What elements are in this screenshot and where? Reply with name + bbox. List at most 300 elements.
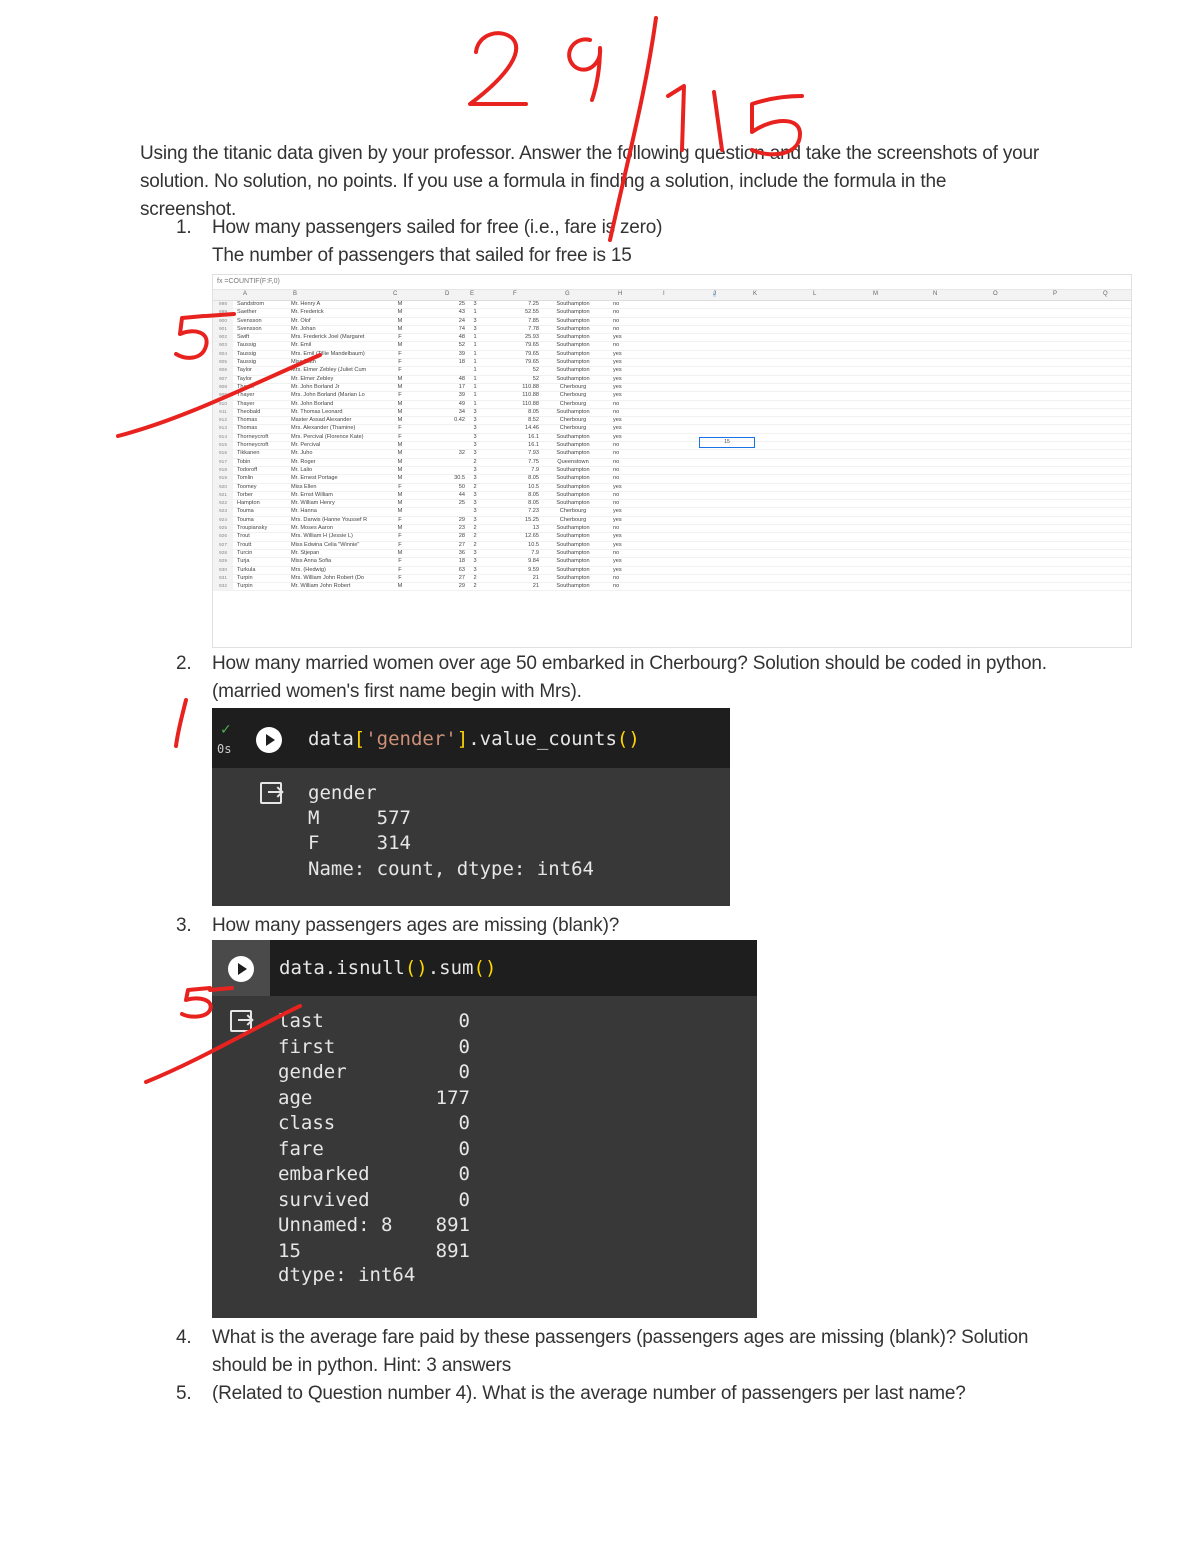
table-cell[interactable]: no bbox=[613, 466, 620, 473]
table-cell[interactable]: 3 bbox=[473, 317, 477, 324]
column-header[interactable]: G bbox=[565, 291, 570, 297]
column-header[interactable]: L bbox=[813, 291, 817, 297]
table-cell[interactable]: 7.93 bbox=[528, 450, 539, 457]
row-number[interactable]: 913 bbox=[213, 425, 233, 432]
table-cell[interactable]: M bbox=[397, 450, 403, 457]
table-cell[interactable]: no bbox=[613, 500, 620, 507]
column-header[interactable]: O bbox=[993, 291, 998, 297]
table-cell[interactable]: 2 bbox=[473, 525, 477, 532]
table-cell[interactable]: Hampton bbox=[237, 500, 260, 507]
table-cell[interactable]: 52 bbox=[458, 342, 465, 349]
table-cell[interactable]: Troupiansky bbox=[237, 525, 268, 532]
table-cell[interactable]: M bbox=[397, 491, 403, 498]
table-cell[interactable]: F bbox=[398, 516, 402, 523]
table-cell[interactable]: Miss Ellen bbox=[291, 483, 317, 490]
table-cell[interactable]: F bbox=[398, 359, 402, 366]
table-cell[interactable]: Southampton bbox=[556, 325, 590, 332]
table-cell[interactable]: yes bbox=[613, 392, 622, 399]
table-cell[interactable]: Mr. Roger bbox=[291, 458, 316, 465]
row-number[interactable]: 914 bbox=[213, 434, 233, 441]
table-cell[interactable]: 25 bbox=[458, 500, 465, 507]
table-cell[interactable]: M bbox=[397, 309, 403, 316]
row-number[interactable]: 900 bbox=[213, 318, 233, 325]
table-cell[interactable]: 43 bbox=[458, 309, 465, 316]
row-number[interactable]: 928 bbox=[213, 550, 233, 557]
table-cell[interactable]: F bbox=[398, 566, 402, 573]
table-cell[interactable]: 10.5 bbox=[528, 483, 539, 490]
row-number[interactable]: 931 bbox=[213, 575, 233, 582]
table-cell[interactable]: Queenstown bbox=[557, 458, 589, 465]
table-cell[interactable]: no bbox=[613, 408, 620, 415]
table-cell[interactable]: Mr. Juho bbox=[291, 450, 313, 457]
table-cell[interactable]: M bbox=[397, 317, 403, 324]
table-cell[interactable]: 3 bbox=[473, 442, 477, 449]
table-cell[interactable]: 27 bbox=[458, 541, 465, 548]
table-cell[interactable]: no bbox=[613, 583, 620, 590]
table-cell[interactable]: Miss Ruth bbox=[291, 359, 316, 366]
table-cell[interactable]: Taussig bbox=[237, 342, 256, 349]
table-cell[interactable]: 3 bbox=[473, 508, 477, 515]
table-cell[interactable]: 27 bbox=[458, 574, 465, 581]
column-header[interactable]: N bbox=[933, 291, 938, 297]
table-cell[interactable]: 3 bbox=[473, 325, 477, 332]
table-cell[interactable]: Cherbourg bbox=[559, 425, 587, 432]
table-cell[interactable]: 7.78 bbox=[528, 325, 539, 332]
table-cell[interactable]: F bbox=[398, 367, 402, 374]
table-cell[interactable]: Southampton bbox=[556, 500, 590, 507]
table-cell[interactable]: Southampton bbox=[556, 558, 590, 565]
table-cell[interactable]: Tikkanen bbox=[237, 450, 260, 457]
table-cell[interactable]: Mr. John Borland Jr bbox=[291, 383, 340, 390]
table-cell[interactable]: 0.42 bbox=[454, 417, 465, 424]
output-icon[interactable] bbox=[230, 1010, 252, 1032]
table-cell[interactable]: 18 bbox=[458, 558, 465, 565]
table-cell[interactable]: M bbox=[397, 475, 403, 482]
table-cell[interactable]: no bbox=[613, 309, 620, 316]
column-header[interactable]: C bbox=[393, 291, 398, 297]
row-number[interactable]: 926 bbox=[213, 533, 233, 540]
table-cell[interactable]: Taylor bbox=[237, 375, 252, 382]
table-cell[interactable]: Southampton bbox=[556, 442, 590, 449]
table-cell[interactable]: Tobin bbox=[237, 458, 251, 465]
table-cell[interactable]: 3 bbox=[473, 566, 477, 573]
table-cell[interactable]: 50 bbox=[458, 483, 465, 490]
table-cell[interactable]: 110.88 bbox=[522, 400, 539, 407]
table-cell[interactable]: yes bbox=[613, 508, 622, 515]
row-number[interactable]: 920 bbox=[213, 484, 233, 491]
table-cell[interactable]: 49 bbox=[458, 400, 465, 407]
table-cell[interactable]: Mrs. Frederick Joel (Margaret bbox=[291, 334, 365, 341]
table-cell[interactable]: F bbox=[398, 483, 402, 490]
table-cell[interactable]: 63 bbox=[458, 566, 465, 573]
table-cell[interactable]: 3 bbox=[473, 408, 477, 415]
table-cell[interactable]: yes bbox=[613, 558, 622, 565]
row-number[interactable]: 925 bbox=[213, 525, 233, 532]
table-cell[interactable]: Mrs. William John Robert (Do bbox=[291, 574, 365, 581]
table-cell[interactable]: 12.65 bbox=[525, 533, 539, 540]
table-cell[interactable]: yes bbox=[613, 541, 622, 548]
table-cell[interactable]: 52 bbox=[532, 375, 539, 382]
table-cell[interactable]: 1 bbox=[473, 367, 477, 374]
table-cell[interactable]: Southampton bbox=[556, 533, 590, 540]
table-cell[interactable]: 2 bbox=[473, 541, 477, 548]
table-cell[interactable]: no bbox=[613, 325, 620, 332]
run-cell-icon[interactable] bbox=[256, 727, 282, 753]
table-cell[interactable]: F bbox=[398, 533, 402, 540]
table-cell[interactable]: 48 bbox=[458, 334, 465, 341]
table-cell[interactable]: yes bbox=[613, 533, 622, 540]
table-cell[interactable]: Cherbourg bbox=[559, 516, 587, 523]
table-cell[interactable]: 32 bbox=[458, 450, 465, 457]
table-cell[interactable]: F bbox=[398, 541, 402, 548]
table-cell[interactable]: no bbox=[613, 342, 620, 349]
table-cell[interactable]: Mr. Elmer Zebley bbox=[291, 375, 334, 382]
table-cell[interactable]: Mr. Henry A bbox=[291, 301, 321, 307]
table-cell[interactable]: 1 bbox=[473, 400, 477, 407]
table-cell[interactable]: 3 bbox=[473, 558, 477, 565]
table-cell[interactable]: Saether bbox=[237, 309, 257, 316]
row-number[interactable]: 918 bbox=[213, 467, 233, 474]
table-cell[interactable]: 36 bbox=[458, 549, 465, 556]
table-cell[interactable]: no bbox=[613, 574, 620, 581]
table-cell[interactable]: Thayer bbox=[237, 383, 255, 390]
row-number[interactable]: 901 bbox=[213, 326, 233, 333]
table-cell[interactable]: 8.52 bbox=[528, 417, 539, 424]
table-cell[interactable]: 2 bbox=[473, 533, 477, 540]
table-cell[interactable]: Mr. William Henry bbox=[291, 500, 335, 507]
row-number[interactable]: 906 bbox=[213, 367, 233, 374]
table-cell[interactable]: 39 bbox=[458, 392, 465, 399]
table-cell[interactable]: 2 bbox=[473, 458, 477, 465]
table-cell[interactable]: 52.55 bbox=[525, 309, 539, 316]
table-cell[interactable]: 25 bbox=[458, 301, 465, 307]
column-header[interactable]: M bbox=[873, 291, 878, 297]
table-cell[interactable]: 8.05 bbox=[528, 500, 539, 507]
table-cell[interactable]: Miss Edwina Celia "Winnie" bbox=[291, 541, 360, 548]
table-cell[interactable]: M bbox=[397, 383, 403, 390]
table-cell[interactable]: 16.1 bbox=[528, 442, 539, 449]
row-number[interactable]: 929 bbox=[213, 558, 233, 565]
table-cell[interactable]: Mr. Olof bbox=[291, 317, 311, 324]
table-cell[interactable]: Mrs. Darwis (Hanne Youssef R bbox=[291, 516, 368, 523]
table-cell[interactable]: F bbox=[398, 558, 402, 565]
table-cell[interactable]: yes bbox=[613, 417, 622, 424]
table-cell[interactable]: Mr. Lalio bbox=[291, 466, 313, 473]
table-cell[interactable]: yes bbox=[613, 383, 622, 390]
row-number[interactable]: 927 bbox=[213, 542, 233, 549]
table-cell[interactable]: M bbox=[397, 400, 403, 407]
row-number[interactable]: 912 bbox=[213, 417, 233, 424]
table-cell[interactable]: yes bbox=[613, 359, 622, 366]
table-cell[interactable]: 7.85 bbox=[528, 317, 539, 324]
table-cell[interactable]: Mr. Johan bbox=[291, 325, 316, 332]
table-cell[interactable]: Mr. Hanna bbox=[291, 508, 317, 515]
table-cell[interactable]: F bbox=[398, 433, 402, 440]
row-number[interactable]: 922 bbox=[213, 500, 233, 507]
table-cell[interactable]: yes bbox=[613, 483, 622, 490]
table-cell[interactable]: Mrs. Percival (Florence Kate) bbox=[291, 433, 364, 440]
table-cell[interactable]: Turpin bbox=[237, 583, 253, 590]
table-cell[interactable]: 3 bbox=[473, 475, 477, 482]
table-cell[interactable]: Torber bbox=[237, 491, 253, 498]
row-number[interactable]: 909 bbox=[213, 392, 233, 399]
table-cell[interactable]: 9.84 bbox=[528, 558, 539, 565]
table-cell[interactable]: Southampton bbox=[556, 375, 590, 382]
table-cell[interactable]: 34 bbox=[458, 408, 465, 415]
table-cell[interactable]: M bbox=[397, 408, 403, 415]
table-cell[interactable]: 17 bbox=[458, 383, 465, 390]
table-cell[interactable]: Southampton bbox=[556, 549, 590, 556]
table-cell[interactable]: 3 bbox=[473, 425, 477, 432]
table-cell[interactable]: 30.5 bbox=[454, 475, 465, 482]
table-cell[interactable]: M bbox=[397, 549, 403, 556]
table-cell[interactable]: Mr. Thomas Leonard bbox=[291, 408, 343, 415]
table-cell[interactable]: M bbox=[397, 508, 403, 515]
table-cell[interactable]: Swift bbox=[237, 334, 250, 341]
row-number[interactable]: 898 bbox=[213, 301, 233, 308]
table-cell[interactable]: Sandstrom bbox=[237, 301, 265, 307]
table-cell[interactable]: M bbox=[397, 500, 403, 507]
table-cell[interactable]: yes bbox=[613, 516, 622, 523]
table-cell[interactable]: Mrs. Alexander (Thamine) bbox=[291, 425, 356, 432]
column-header[interactable]: D bbox=[445, 291, 450, 297]
table-cell[interactable]: no bbox=[613, 491, 620, 498]
row-number[interactable]: 917 bbox=[213, 459, 233, 466]
table-cell[interactable]: 3 bbox=[473, 450, 477, 457]
table-cell[interactable]: Mr. Moses Aaron bbox=[291, 525, 333, 532]
table-cell[interactable]: Southampton bbox=[556, 583, 590, 590]
row-number[interactable]: 899 bbox=[213, 309, 233, 316]
table-cell[interactable]: Mrs. (Hedwig) bbox=[291, 566, 326, 573]
table-cell[interactable]: Cherbourg bbox=[559, 417, 587, 424]
table-cell[interactable]: F bbox=[398, 425, 402, 432]
output-icon[interactable] bbox=[260, 782, 282, 804]
table-cell[interactable]: 3 bbox=[473, 466, 477, 473]
table-cell[interactable]: Troutt bbox=[237, 541, 252, 548]
row-number[interactable]: 907 bbox=[213, 376, 233, 383]
table-cell[interactable]: Turja bbox=[237, 558, 250, 565]
table-cell[interactable]: Southampton bbox=[556, 574, 590, 581]
table-cell[interactable]: yes bbox=[613, 334, 622, 341]
table-cell[interactable]: Taylor bbox=[237, 367, 252, 374]
table-cell[interactable]: 1 bbox=[473, 375, 477, 382]
table-cell[interactable]: 16.1 bbox=[528, 433, 539, 440]
column-header[interactable]: F bbox=[513, 291, 517, 297]
table-cell[interactable]: 24 bbox=[458, 317, 465, 324]
table-cell[interactable]: 8.05 bbox=[528, 408, 539, 415]
table-cell[interactable]: Southampton bbox=[556, 367, 590, 374]
table-cell[interactable]: Turpin bbox=[237, 574, 253, 581]
table-cell[interactable]: 3 bbox=[473, 417, 477, 424]
table-cell[interactable]: no bbox=[613, 475, 620, 482]
table-cell[interactable]: 74 bbox=[458, 325, 465, 332]
table-cell[interactable]: M bbox=[397, 525, 403, 532]
table-cell[interactable]: Cherbourg bbox=[559, 383, 587, 390]
table-cell[interactable]: M bbox=[397, 325, 403, 332]
table-cell[interactable]: 7.75 bbox=[528, 458, 539, 465]
table-cell[interactable]: 3 bbox=[473, 301, 477, 307]
table-cell[interactable]: Mr. William John Robert bbox=[291, 583, 351, 590]
table-cell[interactable]: 79.65 bbox=[525, 359, 539, 366]
table-cell[interactable]: Svensson bbox=[237, 317, 262, 324]
table-cell[interactable]: 3 bbox=[473, 433, 477, 440]
table-cell[interactable]: Southampton bbox=[556, 491, 590, 498]
table-cell[interactable]: Southampton bbox=[556, 450, 590, 457]
table-cell[interactable]: Thayer bbox=[237, 400, 255, 407]
row-number[interactable]: 921 bbox=[213, 492, 233, 499]
table-cell[interactable]: Mr. Stjepan bbox=[291, 549, 320, 556]
row-number[interactable]: 910 bbox=[213, 401, 233, 408]
table-cell[interactable]: M bbox=[397, 458, 403, 465]
table-cell[interactable]: Southampton bbox=[556, 541, 590, 548]
table-cell[interactable]: no bbox=[613, 458, 620, 465]
table-cell[interactable]: yes bbox=[613, 350, 622, 357]
table-cell[interactable]: Tomlin bbox=[237, 475, 254, 482]
table-cell[interactable]: Southampton bbox=[556, 483, 590, 490]
row-number[interactable]: 924 bbox=[213, 517, 233, 524]
row-number[interactable]: 903 bbox=[213, 342, 233, 349]
table-cell[interactable]: Mr. Frederick bbox=[291, 309, 324, 316]
table-cell[interactable]: 15.25 bbox=[525, 516, 539, 523]
table-cell[interactable]: Southampton bbox=[556, 317, 590, 324]
row-number[interactable]: 915 bbox=[213, 442, 233, 449]
table-cell[interactable]: yes bbox=[613, 433, 622, 440]
table-cell[interactable]: 18 bbox=[458, 359, 465, 366]
table-cell[interactable]: no bbox=[613, 450, 620, 457]
row-number[interactable]: 916 bbox=[213, 450, 233, 457]
table-cell[interactable]: Thayer bbox=[237, 392, 255, 399]
table-cell[interactable]: 2 bbox=[473, 574, 477, 581]
table-cell[interactable]: Thorneycroft bbox=[237, 433, 269, 440]
table-cell[interactable]: 3 bbox=[473, 516, 477, 523]
table-cell[interactable]: no bbox=[613, 442, 620, 449]
column-header[interactable]: J bbox=[713, 291, 716, 297]
table-cell[interactable]: Mrs. John Borland (Marian Lo bbox=[291, 392, 365, 399]
table-cell[interactable]: Turcin bbox=[237, 549, 253, 556]
table-cell[interactable]: 52 bbox=[532, 367, 539, 374]
table-cell[interactable]: 29 bbox=[458, 516, 465, 523]
row-number[interactable]: 930 bbox=[213, 567, 233, 574]
run-cell-icon[interactable] bbox=[228, 956, 254, 982]
table-cell[interactable]: Turkula bbox=[237, 566, 256, 573]
table-cell[interactable]: 48 bbox=[458, 375, 465, 382]
table-cell[interactable]: no bbox=[613, 549, 620, 556]
table-cell[interactable]: 28 bbox=[458, 533, 465, 540]
column-header[interactable]: H bbox=[618, 291, 623, 297]
table-cell[interactable]: 29 bbox=[458, 583, 465, 590]
table-cell[interactable]: 1 bbox=[473, 350, 477, 357]
table-cell[interactable]: Southampton bbox=[556, 475, 590, 482]
table-cell[interactable]: 25.93 bbox=[525, 334, 539, 341]
row-number[interactable]: 919 bbox=[213, 475, 233, 482]
table-cell[interactable]: Taussig bbox=[237, 350, 256, 357]
table-cell[interactable]: Mr. Percival bbox=[291, 442, 321, 449]
table-cell[interactable]: Theobald bbox=[237, 408, 261, 415]
table-cell[interactable]: no bbox=[613, 525, 620, 532]
table-cell[interactable]: Touma bbox=[237, 508, 254, 515]
column-header[interactable]: A bbox=[243, 291, 248, 297]
table-cell[interactable]: Thomas bbox=[237, 425, 258, 432]
table-cell[interactable]: Trout bbox=[237, 533, 250, 540]
table-cell[interactable]: Mr. Emil bbox=[291, 342, 312, 349]
table-cell[interactable]: F bbox=[398, 350, 402, 357]
table-cell[interactable]: F bbox=[398, 574, 402, 581]
table-cell[interactable]: Mrs. Emil (Tillie Mandelbaum) bbox=[291, 350, 365, 357]
table-cell[interactable]: Toomey bbox=[237, 483, 257, 490]
table-cell[interactable]: Southampton bbox=[556, 342, 590, 349]
table-cell[interactable]: Thorneycroft bbox=[237, 442, 269, 449]
table-cell[interactable]: 1 bbox=[473, 383, 477, 390]
table-cell[interactable]: 2 bbox=[473, 583, 477, 590]
table-cell[interactable]: Southampton bbox=[556, 359, 590, 366]
table-cell[interactable]: yes bbox=[613, 367, 622, 374]
column-header[interactable]: B bbox=[293, 291, 298, 297]
table-cell[interactable]: 1 bbox=[473, 334, 477, 341]
table-cell[interactable]: 3 bbox=[473, 491, 477, 498]
table-cell[interactable]: yes bbox=[613, 375, 622, 382]
table-cell[interactable]: 14.46 bbox=[525, 425, 539, 432]
table-cell[interactable]: 1 bbox=[473, 342, 477, 349]
table-cell[interactable]: 110.88 bbox=[522, 383, 539, 390]
table-cell[interactable]: 79.65 bbox=[525, 350, 539, 357]
table-cell[interactable]: M bbox=[397, 466, 403, 473]
table-cell[interactable]: M bbox=[397, 583, 403, 590]
table-cell[interactable]: 8.05 bbox=[528, 475, 539, 482]
table-cell[interactable]: 21 bbox=[532, 574, 539, 581]
table-cell[interactable]: Southampton bbox=[556, 525, 590, 532]
table-cell[interactable]: 2 bbox=[473, 483, 477, 490]
row-number[interactable]: 902 bbox=[213, 334, 233, 341]
table-cell[interactable]: 79.65 bbox=[525, 342, 539, 349]
table-cell[interactable]: Mrs. William H (Jessie L) bbox=[291, 533, 353, 540]
table-cell[interactable]: 21 bbox=[532, 583, 539, 590]
table-cell[interactable]: F bbox=[398, 392, 402, 399]
table-cell[interactable]: Touma bbox=[237, 516, 254, 523]
table-cell[interactable]: Mr. Ernst William bbox=[291, 491, 333, 498]
column-header[interactable]: K bbox=[753, 291, 758, 297]
column-header[interactable]: E bbox=[470, 291, 475, 297]
table-cell[interactable]: Master Assad Alexander bbox=[291, 417, 352, 424]
table-cell[interactable]: 7.25 bbox=[528, 301, 539, 307]
table-cell[interactable]: Southampton bbox=[556, 408, 590, 415]
table-cell[interactable]: no bbox=[613, 301, 620, 307]
table-cell[interactable]: Southampton bbox=[556, 566, 590, 573]
table-cell[interactable]: Cherbourg bbox=[559, 392, 587, 399]
table-cell[interactable]: 10.5 bbox=[528, 541, 539, 548]
table-cell[interactable]: 8.05 bbox=[528, 491, 539, 498]
table-cell[interactable]: Thomas bbox=[237, 417, 258, 424]
table-cell[interactable]: 3 bbox=[473, 549, 477, 556]
row-number[interactable]: 904 bbox=[213, 351, 233, 358]
table-cell[interactable]: 7.9 bbox=[531, 466, 539, 473]
table-cell[interactable]: yes bbox=[613, 566, 622, 573]
table-cell[interactable]: F bbox=[398, 334, 402, 341]
table-cell[interactable]: Southampton bbox=[556, 433, 590, 440]
table-cell[interactable]: M bbox=[397, 375, 403, 382]
table-cell[interactable]: 1 bbox=[473, 309, 477, 316]
table-cell[interactable]: Svensson bbox=[237, 325, 262, 332]
table-cell[interactable]: 1 bbox=[473, 392, 477, 399]
row-number[interactable]: 905 bbox=[213, 359, 233, 366]
table-cell[interactable]: Mrs. Elmer Zebley (Juliet Cum bbox=[291, 367, 367, 374]
row-number[interactable]: 911 bbox=[213, 409, 233, 416]
table-cell[interactable]: Cherbourg bbox=[559, 508, 587, 515]
table-cell[interactable]: 7.9 bbox=[531, 549, 539, 556]
table-cell[interactable]: Southampton bbox=[556, 334, 590, 341]
table-cell[interactable]: Taussig bbox=[237, 359, 256, 366]
table-cell[interactable]: 13 bbox=[532, 525, 539, 532]
row-number[interactable]: 932 bbox=[213, 583, 233, 590]
